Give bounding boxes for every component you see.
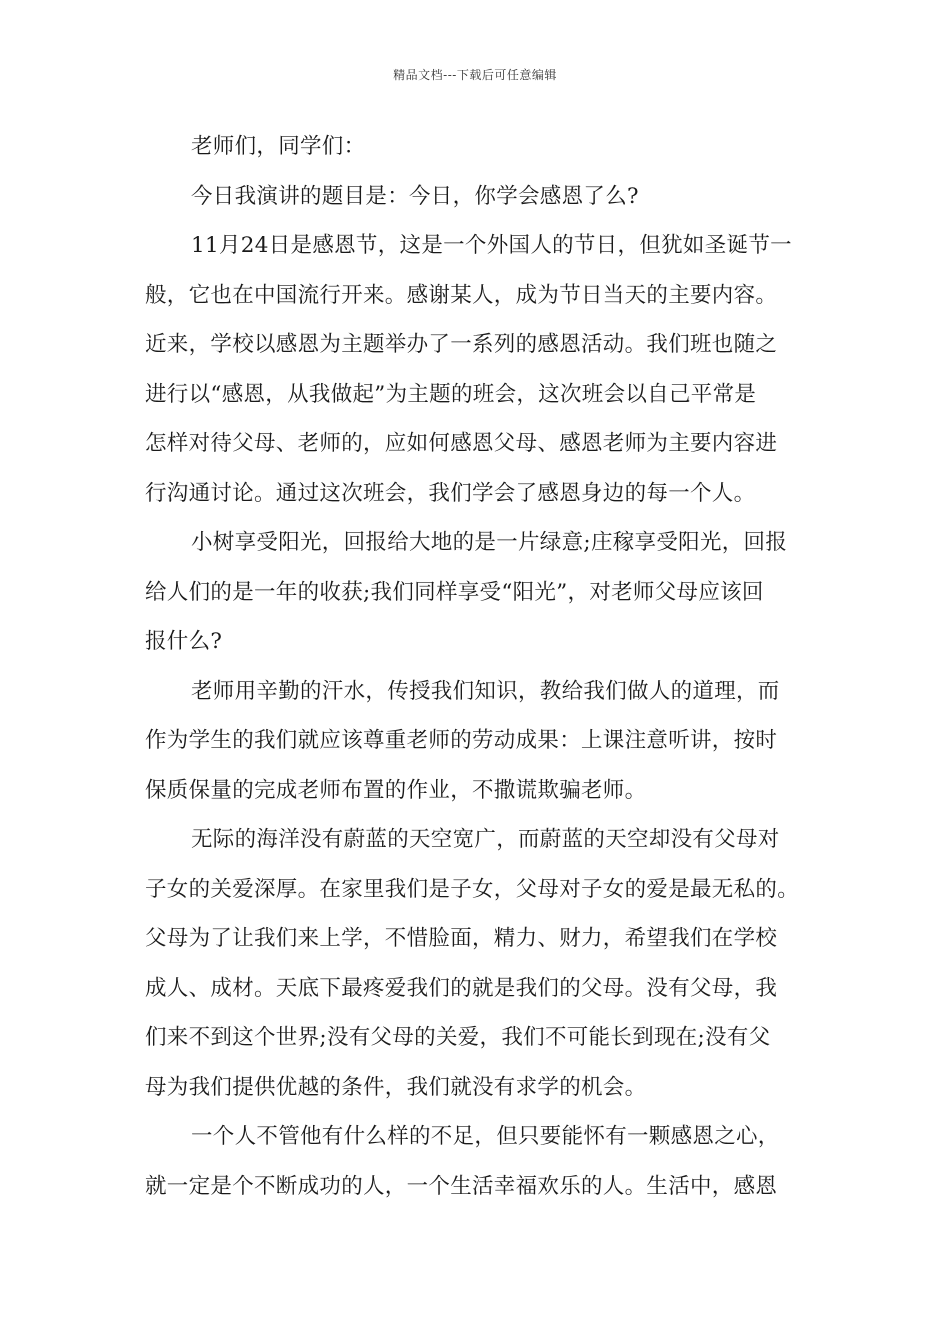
paragraph-line: 保质保量的完成老师布置的作业，不撒谎欺骗老师。 [145,777,647,803]
page-header: 精品文档---下载后可任意编辑 [393,68,557,82]
document-body [145,127,810,1216]
paragraph-first-line: 今日我演讲的题目是：今日，你学会感恩了么? [191,183,639,209]
paragraph-line: 就一定是个不断成功的人，一个生活幸福欢乐的人。生活中，感恩 [145,1173,778,1199]
paragraph-line: 近来，学校以感恩为主题举办了一系列的感恩活动。我们班也随之 [145,332,778,357]
paragraph-first-line: 小树享受阳光，回报给大地的是一片绿意;庄稼享受阳光，回报 [191,530,788,555]
paragraph-line: 们来不到这个世界;没有父母的关爱，我们不可能长到现在;没有父 [145,1025,771,1050]
paragraph-line: 般，它也在中国流行开来。感谢某人，成为节日当天的主要内容。 [145,282,778,308]
paragraph-line: 行沟通讨论。通过这次班会，我们学会了感恩身边的每一个人。 [145,480,756,506]
paragraph-line: 进行以“感恩，从我做起”为主题的班会，这次班会以自己平常是 [145,381,757,407]
paragraph-first-line: 老师们，同学们： [191,134,366,159]
paragraph-line: 报什么? [145,629,223,654]
paragraph-line: 子女的关爱深厚。在家里我们是子女，父母对子女的爱是最无私的。 [145,876,800,902]
paragraph-line: 父母为了让我们来上学，不惜脸面，精力、财力，希望我们在学校 [145,926,778,951]
paragraph-line: 作为学生的我们就应该尊重老师的劳动成果：上课注意听讲，按时 [145,728,778,753]
paragraph-first-line: 老师用辛勤的汗水，传授我们知识，教给我们做人的道理，而 [191,678,780,704]
paragraph-line: 怎样对待父母、老师的，应如何感恩父母、感恩老师为主要内容进 [145,431,778,456]
paragraph-line: 成人、成材。天底下最疼爱我们的就是我们的父母。没有父母，我 [145,975,778,1001]
paragraph-first-line: 无际的海洋没有蔚蓝的天空宽广，而蔚蓝的天空却没有父母对 [191,827,780,852]
paragraph-first-line: 一个人不管他有什么样的不足，但只要能怀有一颗感恩之心， [191,1124,780,1149]
paragraph-line: 母为我们提供优越的条件，我们就没有求学的机会。 [145,1074,647,1100]
paragraph-first-line: 11月24日是感恩节，这是一个外国人的节日，但犹如圣诞节一 [191,233,792,258]
paragraph-line: 给人们的是一年的收获;我们同样享受“阳光”，对老师父母应该回 [145,579,764,605]
